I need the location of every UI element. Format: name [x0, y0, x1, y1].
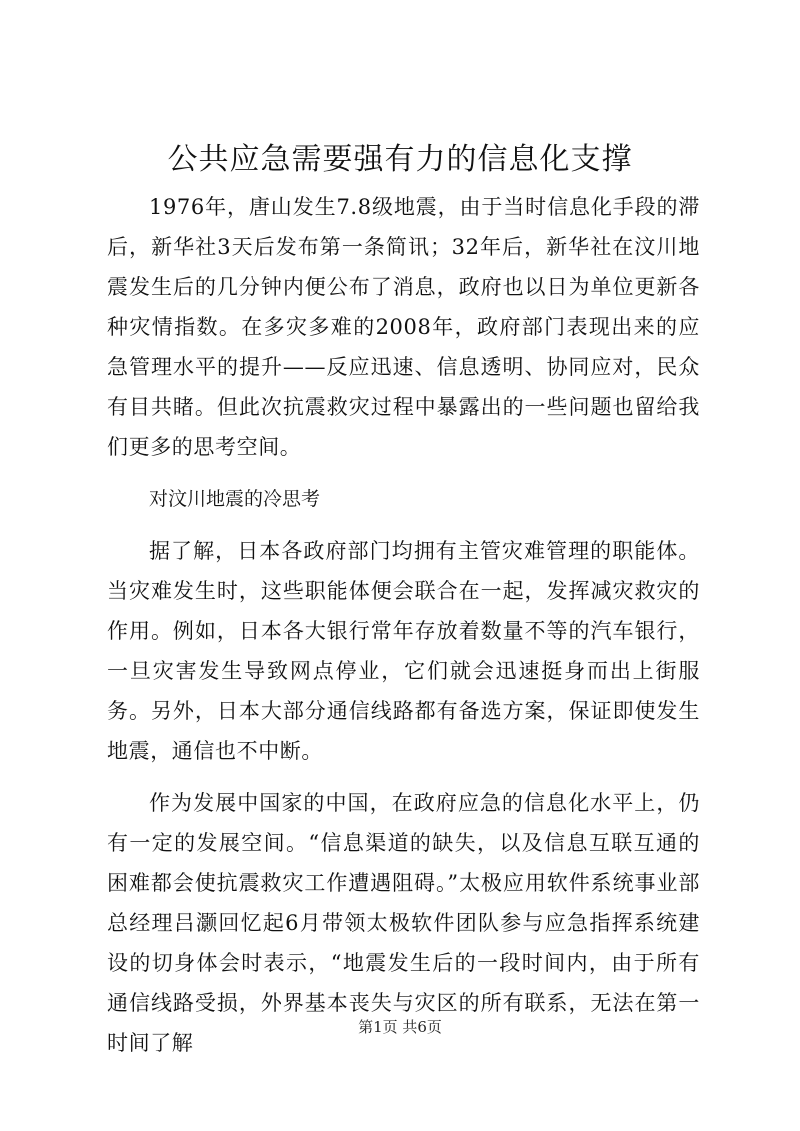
paragraph-3: 作为发展中国家的中国，在政府应急的信息化水平上，仍有一定的发展空间。“信息渠道的缺失，以及信息互联互通的困难都会使抗震救灾工作遭遇阻碍。”太极应用软件系统事业部总经理吕灏回忆起6月带领太极软件团队参与应急指挥系统建设的切身体会时表示，“地震发生后的一段时间内，由于所有通信线路受损，外界基本丧失与灾区的所有联系，无法在第一时间了解 — [107, 791, 700, 1055]
document-body — [107, 187, 700, 1063]
document-title: 公共应急需要强有力的信息化支撑 — [167, 142, 633, 177]
page-number-footer: 第1页 共6页 — [358, 1018, 442, 1036]
paragraph-1: 1976年，唐山发生7.8级地震，由于当时信息化手段的滞后，新华社3天后发布第一条简讯；32年后，新华社在汶川地震发生后的几分钟内便公布了消息，政府也以日为单位更新各种灾情指数。在多灾多难的2008年，政府部门表现出来的应急管理水平的提升——反应迅速、信息透明、协同应对，民众有目共睹。但此次抗震救灾过程中暴露出的一些问题也留给我们更多的思考空间。 — [107, 195, 700, 459]
section-subheading: 对汶川地震的冷思考 — [149, 488, 321, 510]
paragraph-2: 据了解，日本各政府部门均拥有主管灾难管理的职能体。当灾难发生时，这些职能体便会联合在一起，发挥减灾救灾的作用。例如，日本各大银行常年存放着数量不等的汽车银行，一旦灾害发生导致网点停业，它们就会迅速挺身而出上街服务。另外，日本大部分通信线路都有备选方案，保证即使发生地震，通信也不中断。 — [107, 539, 700, 763]
